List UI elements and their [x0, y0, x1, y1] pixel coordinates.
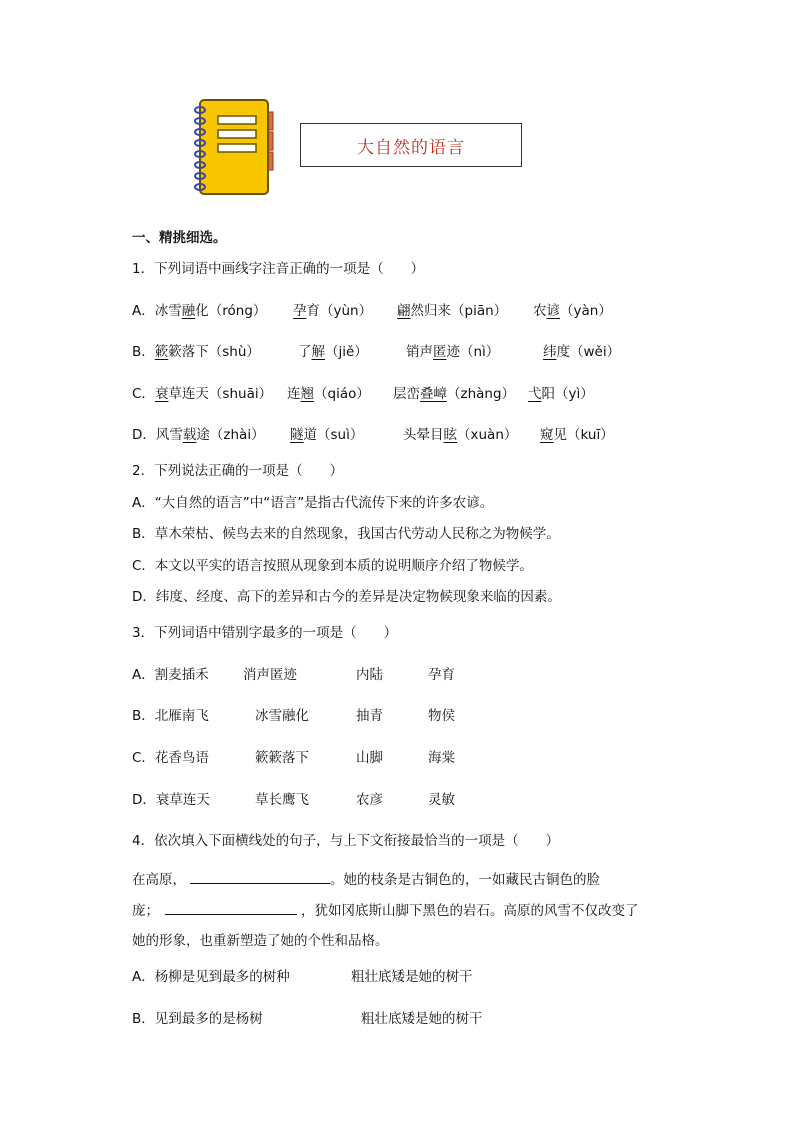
q3-option-a: A．割麦插禾: [132, 667, 209, 683]
q1-option-a: A．冰雪融化（róng）: [132, 303, 267, 319]
q1-b-item: 销声匿迹（nì）: [406, 344, 500, 360]
q4-option-a: A．杨柳是见到最多的树种: [132, 969, 290, 985]
q3-a-item: 消声匿迹: [243, 667, 297, 683]
q4-b-item: 粗壮底矮是她的树干: [361, 1011, 483, 1027]
q3-a-item: 孕育: [428, 667, 455, 683]
q3-d-item: 农彦: [356, 792, 383, 808]
q3-option-d: D．衰草连天: [132, 792, 210, 808]
q1-d-item: 头晕目眩（xuàn）: [403, 427, 518, 443]
q4-passage-line-2: 庞； ，犹如冈底斯山脚下黑色的岩石。高原的风雪不仅改变了: [132, 900, 639, 920]
q3-option-c: C．花香鸟语: [132, 750, 209, 766]
q3-c-item: 海棠: [428, 750, 455, 766]
q1-b-item: 了解（jiě）: [298, 344, 368, 360]
fill-blank-1[interactable]: [190, 869, 330, 884]
q2-option-a: A．“大自然的语言”中“语言”是指古代流传下来的许多农谚。: [132, 495, 494, 511]
q2-stem: 2．下列说法正确的一项是（ ）: [132, 463, 344, 479]
fill-blank-2[interactable]: [165, 900, 297, 915]
q1-d-item: 窥见（kuī）: [540, 427, 614, 443]
q1-c-item: 连翘（qiáo）: [287, 386, 370, 402]
q2-option-b: B．草木荣枯、候鸟去来的自然现象，我国古代劳动人民称之为物候学。: [132, 526, 560, 542]
q1-option-b: B．簌簌落下（shù）: [132, 344, 260, 360]
notebook-icon: [194, 98, 276, 196]
q1-a-item: 孕育（yùn）: [293, 303, 373, 319]
q3-d-item: 草长鹰飞: [255, 792, 309, 808]
q4-option-b: B．见到最多的是杨树: [132, 1011, 263, 1027]
q4-passage-line-3: 她的形象，也重新塑造了她的个性和品格。: [132, 933, 389, 949]
q1-a-item: 翩然归来（piān）: [397, 303, 508, 319]
q3-c-item: 簌簌落下: [255, 750, 309, 766]
q3-c-item: 山脚: [356, 750, 383, 766]
q4-a-item: 粗壮底矮是她的树干: [351, 969, 473, 985]
q1-option-c: C．衰草连天（shuāi）: [132, 386, 273, 402]
q1-c-item: 弋阳（yì）: [528, 386, 594, 402]
q1-a-item: 农谚（yàn）: [533, 303, 612, 319]
q1-option-d: D．风雪载途（zhài）: [132, 427, 265, 443]
q3-a-item: 内陆: [356, 667, 383, 683]
q1-c-item: 层峦叠嶂（zhàng）: [393, 386, 516, 402]
q1-b-item: 纬度（wěi）: [543, 344, 621, 360]
q3-b-item: 物侯: [428, 708, 455, 724]
page-title: 大自然的语言: [357, 137, 465, 158]
title-box: [300, 123, 522, 167]
q1-stem: 1．下列词语中画线字注音正确的一项是（ ）: [132, 261, 425, 277]
q3-option-b: B．北雁南飞: [132, 708, 209, 724]
q4-passage-line-1: 在高原， 。她的枝条是古铜色的，一如藏民古铜色的脸: [132, 869, 600, 889]
q3-d-item: 灵敏: [428, 792, 455, 808]
q1-d-item: 隧道（suì）: [290, 427, 364, 443]
q3-b-item: 冰雪融化: [255, 708, 309, 724]
q3-b-item: 抽青: [356, 708, 383, 724]
q2-option-d: D．纬度、经度、高下的差异和古今的差异是决定物候现象来临的因素。: [132, 589, 561, 605]
q3-stem: 3．下列词语中错别字最多的一项是（ ）: [132, 625, 398, 641]
q4-stem: 4．依次填入下面横线处的句子，与上下文衔接最恰当的一项是（ ）: [132, 833, 560, 849]
section-heading: 一、精挑细选。: [132, 230, 227, 246]
q2-option-c: C．本文以平实的语言按照从现象到本质的说明顺序介绍了物候学。: [132, 558, 533, 574]
